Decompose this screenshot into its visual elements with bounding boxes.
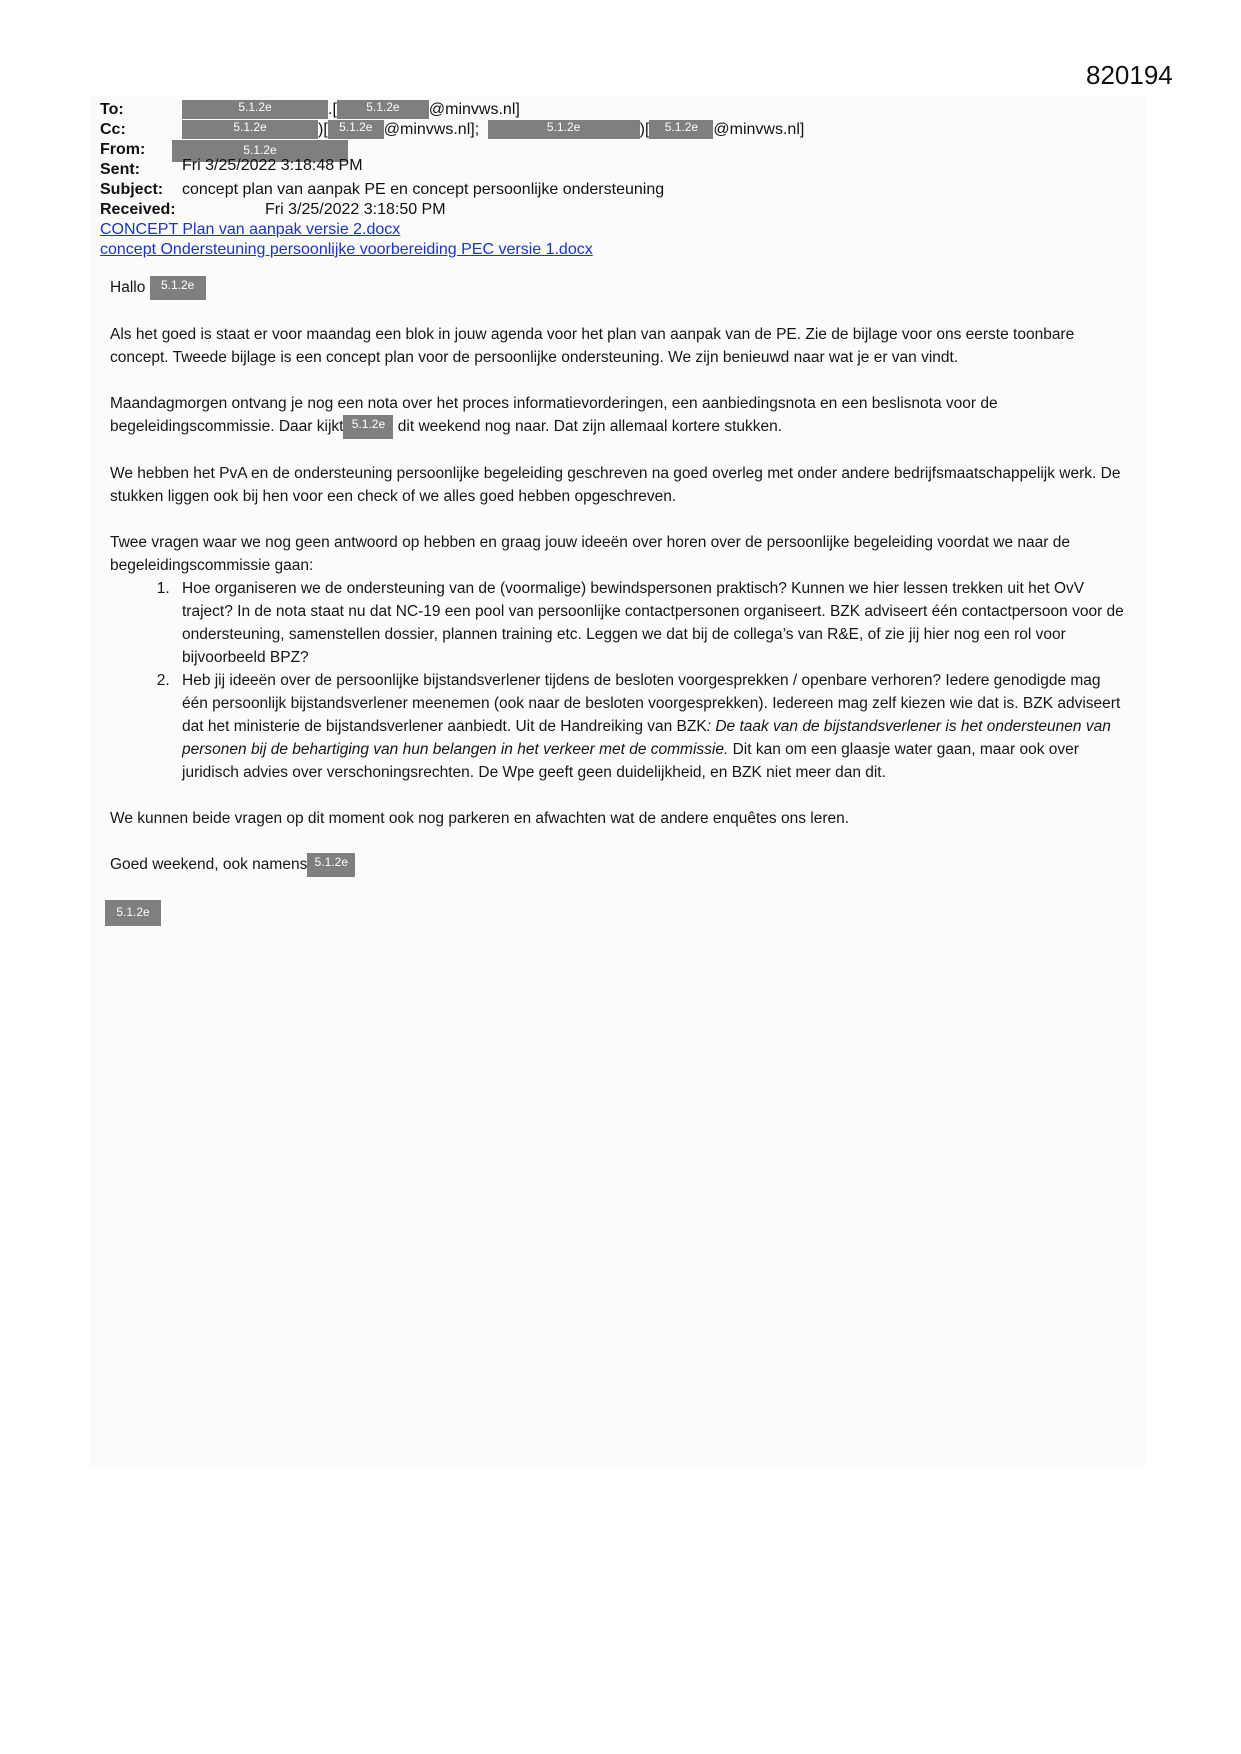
greeting-line — [110, 276, 1130, 300]
closing: Goed weekend, ook namens — [110, 856, 308, 873]
redaction-box: 5.1.2e — [182, 120, 318, 139]
redaction-box: 5.1.2e — [328, 120, 384, 139]
question-list — [110, 577, 1130, 784]
received-row — [100, 200, 593, 220]
cc-domain-1: @minvws.nl]; — [383, 121, 480, 138]
cc-row: Cc: 5.1.2e )[ 5.1.2e @minvws.nl]; 5.1.2e )[ 5.1.2e @minvws.nl] — [100, 120, 805, 138]
sent-row — [100, 157, 593, 180]
subject-row — [100, 180, 665, 200]
question-1: 1. Hoe organiseren we de ondersteuning van de (voormalige) bewindspersonen praktisch? Kunnen we hier lessen trekken uit het OvV traject? In de nota staat nu dat NC-19 een pool van persoonlijke contactpersonen organiseert. BZK adviseert één contactpersoon voor de ondersteuning, samenstellen dossier, plannen training etc. Leggen we dat bij de collega’s van R&E, of zie jij hier nog een rol voor bijvoorbeeld BPZ? — [174, 577, 1130, 669]
redaction-box: 5.1.2e — [150, 276, 206, 300]
redaction-box: 5.1.2e — [337, 100, 429, 119]
paragraph-2: Maandagmorgen ontvang je nog een nota over het proces informatievorderingen, een aanbiedingsnota en een beslisnota voor de begeleidingscommissie. Daar kijkt 5.1.2e dit weekend nog naar. Dat zijn allemaal kortere stukken. — [110, 392, 1130, 439]
sent-label: Sent: — [100, 161, 140, 178]
attachment-link-plan-van-aanpak[interactable]: CONCEPT Plan van aanpak versie 2.docx — [100, 221, 401, 238]
from-label: From: — [100, 141, 146, 158]
redaction-box: 5.1.2e — [488, 120, 640, 139]
received-label: Received: — [100, 201, 176, 218]
redaction-box: 5.1.2e — [307, 853, 355, 877]
signature-redaction-box: 5.1.2e — [105, 900, 161, 926]
sent-value: Fri 3/25/2022 3:18:48 PM — [182, 157, 363, 174]
question-2: 2. Heb jij ideeën over de persoonlijke bijstandsverlener tijdens de besloten voorgesprekken / openbare verhoren? Iedere genodigde mag één persoonlijk bijstandsverlener meenemen (ook naar de besloten voorgesprekken). Iedereen mag zelf kiezen wie dat is. BZK adviseert dat het ministerie de bijstandsverlener aanbiedt. Uit de Handreiking van BZK: De taak van de bijstandsverlener is het ondersteunen van personen bij de behartiging van hun belangen in het verkeer met de commissie. Dit kan om een glaasje water gaan, maar ook over juridisch advies over verschoningsrechten. De Wpe geeft geen duidelijkheid, en BZK niet meer dan dit. — [174, 669, 1130, 784]
redaction-box: 5.1.2e — [649, 120, 713, 139]
paragraph-5: We kunnen beide vragen op dit moment ook nog parkeren en afwachten wat de andere enquêtes ons leren. — [110, 810, 850, 827]
to-domain: @minvws.nl] — [428, 101, 520, 118]
greeting: Hallo — [110, 279, 146, 296]
subject-value: concept plan van aanpak PE en concept persoonlijke ondersteuning — [182, 181, 665, 198]
to-row: To: 5.1.2e .[ 5.1.2e @minvws.nl] — [100, 100, 520, 118]
received-value: Fri 3/25/2022 3:18:50 PM — [265, 201, 446, 218]
paragraph-4: Twee vragen waar we nog geen antwoord op hebben en graag jouw ideeën over horen over de persoonlijke begeleiding voordat we naar de begeleidingscommissie gaan: — [110, 534, 1070, 574]
paragraph-1: Als het goed is staat er voor maandag een blok in jouw agenda voor het plan van aanpak van de PE. Zie de bijlage voor ons eerste toonbare concept. Tweede bijlage is een concept plan voor de persoonlijke ondersteuning. We zijn benieuwd naar wat je er van vindt. — [110, 326, 1075, 366]
attachment-link-ondersteuning[interactable]: concept Ondersteuning persoonlijke voorbereiding PEC versie 1.docx — [100, 241, 593, 258]
email-header — [100, 100, 805, 260]
redaction-box: 5.1.2e — [343, 415, 393, 439]
to-label: To: — [100, 101, 124, 118]
closing-line — [110, 853, 1130, 877]
cc-domain-2: @minvws.nl] — [713, 121, 805, 138]
document-number: 820194 — [1086, 60, 1173, 90]
subject-label: Subject: — [100, 181, 164, 198]
paragraph-3: We hebben het PvA en de ondersteuning persoonlijke begeleiding geschreven na goed overleg met onder andere bedrijfsmaatschappelijk werk. De stukken liggen ook bij hen voor een check of we alles goed hebben opgeschreven. — [110, 465, 1121, 505]
redaction-box: 5.1.2e — [182, 100, 328, 119]
cc-label: Cc: — [100, 121, 126, 138]
message-body — [110, 276, 1130, 926]
redaction-box: 5.1.2e — [172, 140, 348, 162]
